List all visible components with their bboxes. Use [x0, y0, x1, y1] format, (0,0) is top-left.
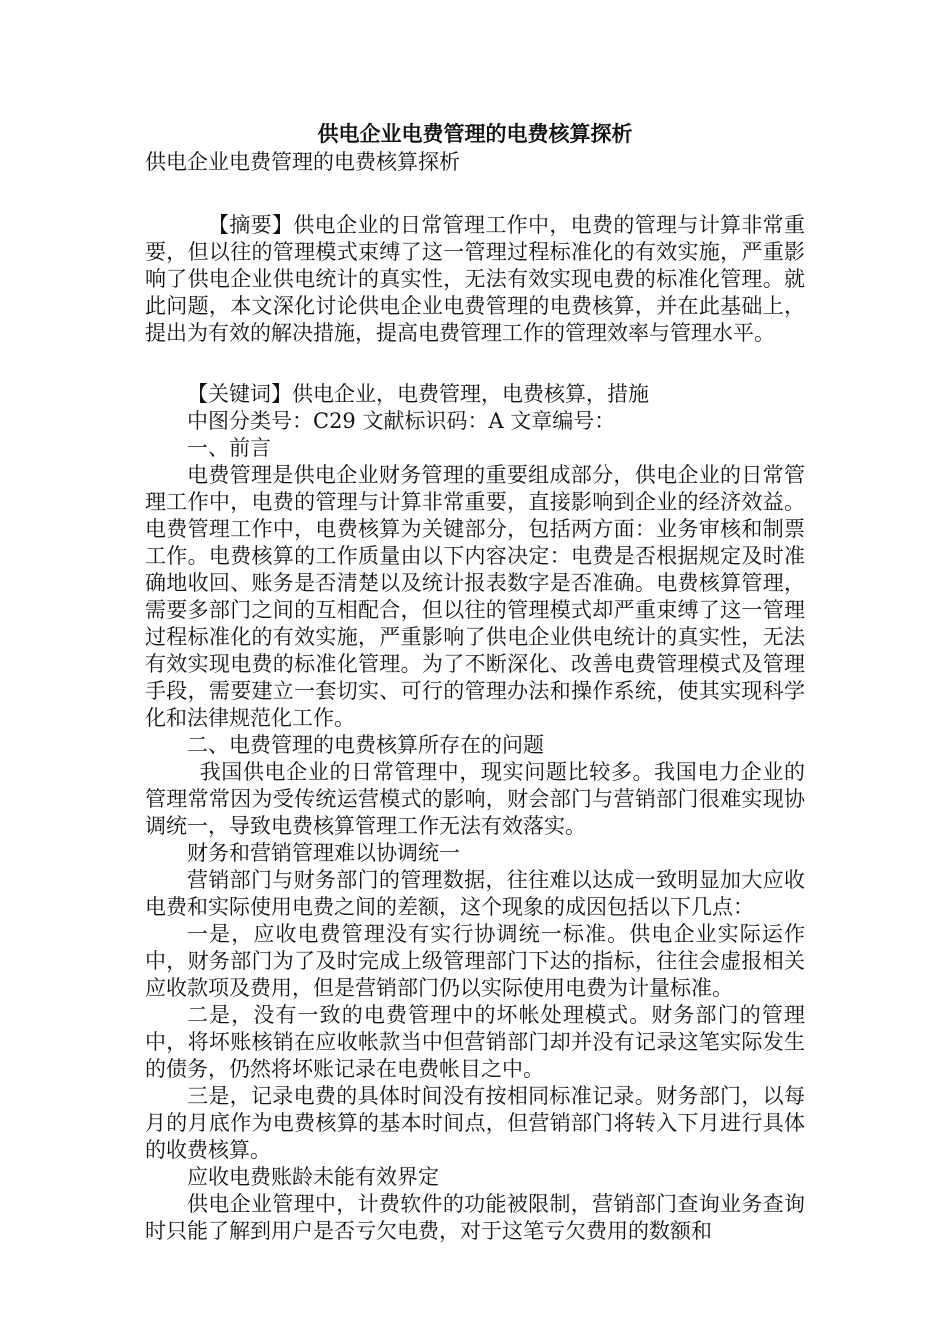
document-page — [145, 120, 805, 1245]
spacer — [145, 347, 805, 381]
keywords-line: 【关键词】供电企业，电费管理，电费核算，措施 — [187, 382, 649, 406]
section-body-1: 电费管理是供电企业财务管理的重要组成部分，供电企业的日常管理工作中，电费的管理与计算非常重要，直接影响到企业的经济效益。电费管理工作中，电费核算为关键部分，包括两方面：业务审核和制票工作。电费核算的工作质量由以下内容决定：电费是否根据规定及时准确地收回、账务是否清楚以及统计报表数字是否准确。电费核算管理，需要多部门之间的互相配合，但以往的管理模式却严重束缚了这一管理过程标准化的有效实施，严重影响了供电企业供电统计的真实性，无法有效实现电费的标准化管理。为了不断深化、改善电费管理模式及管理手段，需要建立一套切实、可行的管理办法和操作系统，使其实现科学化和法律规范化工作。 — [145, 463, 805, 730]
subsection-heading-1: 财务和营销管理难以协调统一 — [187, 841, 460, 865]
subsection-heading-2: 应收电费账龄未能有效界定 — [187, 1165, 439, 1189]
subsection-body-1: 营销部门与财务部门的管理数据，往往难以达成一致明显加大应收电费和实际使用电费之间的差额，这个现象的成因包括以下几点： — [145, 868, 805, 919]
section-heading-1: 一、前言 — [187, 436, 271, 460]
section-heading-2: 二、电费管理的电费核算所存在的问题 — [187, 733, 544, 757]
point-two: 二是，没有一致的电费管理中的坏帐处理模式。财务部门的管理中，将坏账核销在应收帐款当中但营销部门却并没有记录这笔实际发生的债务，仍然将坏账记录在电费帐目之中。 — [145, 1003, 805, 1081]
spacer — [145, 176, 805, 212]
classification-line: 中图分类号：C29 文献标识码：A 文章编号： — [187, 409, 616, 433]
document-title: 供电企业电费管理的电费核算探析 — [317, 121, 633, 146]
subsection-body-2: 供电企业管理中，计费软件的功能被限制，营销部门查询业务查询时只能了解到用户是否亏欠电费，对于这笔亏欠费用的数额和 — [145, 1192, 805, 1243]
point-one: 一是，应收电费管理没有实行协调统一标准。供电企业实际运作中，财务部门为了及时完成上级管理部门下达的指标，往往会虚报相关应收款项及费用，但是营销部门仍以实际使用电费为计量标准。 — [145, 922, 805, 1000]
document-subtitle: 供电企业电费管理的电费核算探析 — [145, 150, 460, 174]
point-three: 三是，记录电费的具体时间没有按相同标准记录。财务部门，以每月的月底作为电费核算的基本时间点，但营销部门将转入下月进行具体的收费核算。 — [145, 1084, 805, 1162]
abstract-paragraph: 【摘要】供电企业的日常管理工作中，电费的管理与计算非常重要，但以往的管理模式束缚了这一管理过程标准化的有效实施，严重影响了供电企业供电统计的真实性，无法有效实现电费的标准化管理。就此问题，本文深化讨论供电企业电费管理的电费核算，并在此基础上，提出为有效的解决措施，提高电费管理工作的管理效率与管理水平。 — [145, 213, 805, 345]
section-intro-2: 我国供电企业的日常管理中，现实问题比较多。我国电力企业的管理常常因为受传统运营模式的影响，财会部门与营销部门很难实现协调统一，导致电费核算管理工作无法有效落实。 — [145, 760, 805, 838]
